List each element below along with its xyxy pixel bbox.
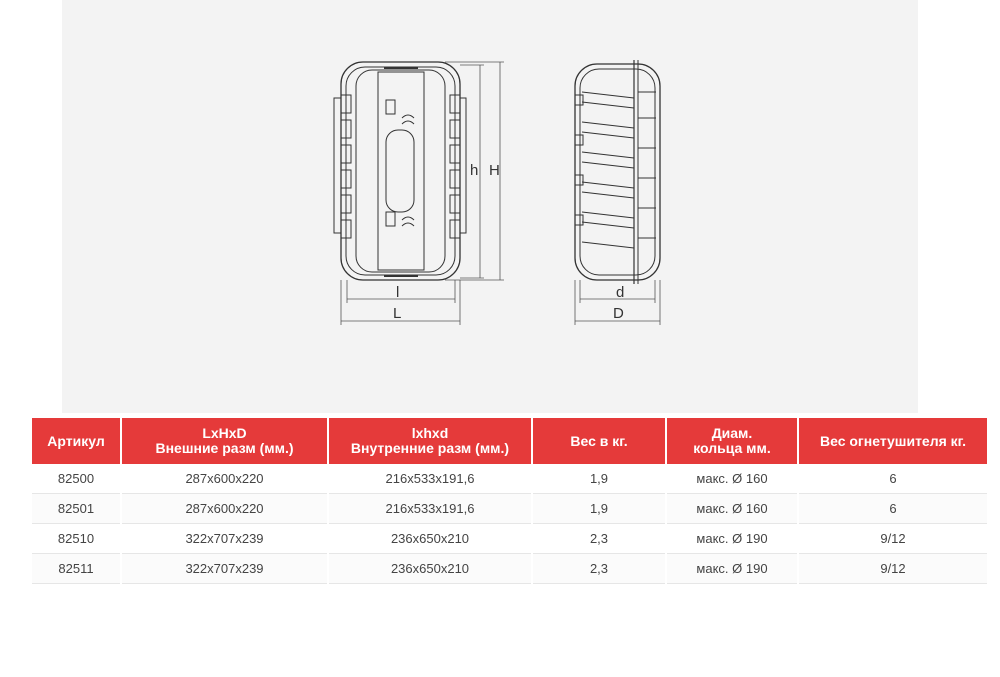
front-view: [334, 62, 466, 280]
label-H: H: [489, 162, 500, 179]
header-inner-size: lxhxd Внутренние разм (мм.): [329, 418, 531, 464]
cell-ring-diameter: макс. Ø 190: [667, 524, 797, 554]
cell-article: 82500: [32, 464, 120, 494]
side-view: [575, 60, 660, 284]
table-row: [32, 554, 987, 584]
label-D: D: [613, 305, 624, 322]
header-extinguisher-weight: Вес огнетушителя кг.: [799, 418, 987, 464]
cell-article: 82501: [32, 494, 120, 524]
cell-ring-diameter: макс. Ø 190: [667, 554, 797, 584]
front-outer-shell: [341, 62, 460, 280]
cell-weight: 2,3: [533, 554, 665, 584]
cell-outer-size: 322x707x239: [122, 524, 327, 554]
table-row: [32, 494, 987, 524]
product-drawing: [62, 0, 918, 413]
table-row: [32, 524, 987, 554]
cell-extinguisher-weight: 6: [799, 494, 987, 524]
cell-outer-size: 287x600x220: [122, 494, 327, 524]
table-header-row: [32, 418, 987, 464]
cell-weight: 2,3: [533, 524, 665, 554]
header-ring-diameter: Диам. кольца мм.: [667, 418, 797, 464]
table-row: [32, 464, 987, 494]
cell-ring-diameter: макс. Ø 160: [667, 464, 797, 494]
header-article: Артикул: [32, 418, 120, 464]
label-d: d: [616, 284, 625, 301]
spec-table: [30, 418, 989, 584]
cell-article: 82511: [32, 554, 120, 584]
technical-drawing: [62, 0, 918, 413]
cell-inner-size: 216x533x191,6: [329, 494, 531, 524]
front-dimensions: [341, 62, 504, 325]
cell-outer-size: 287x600x220: [122, 464, 327, 494]
cell-inner-size: 216x533x191,6: [329, 464, 531, 494]
label-L: L: [393, 305, 402, 322]
cell-outer-size: 322x707x239: [122, 554, 327, 584]
cell-weight: 1,9: [533, 494, 665, 524]
cell-extinguisher-weight: 6: [799, 464, 987, 494]
cell-inner-size: 236x650x210: [329, 554, 531, 584]
cell-extinguisher-weight: 9/12: [799, 524, 987, 554]
cell-extinguisher-weight: 9/12: [799, 554, 987, 584]
header-weight: Вес в кг.: [533, 418, 665, 464]
cell-ring-diameter: макс. Ø 160: [667, 494, 797, 524]
header-outer-size: LxHxD Внешние разм (мм.): [122, 418, 327, 464]
cell-article: 82510: [32, 524, 120, 554]
cell-weight: 1,9: [533, 464, 665, 494]
label-l: l: [396, 284, 400, 301]
cell-inner-size: 236x650x210: [329, 524, 531, 554]
label-h: h: [470, 162, 479, 179]
